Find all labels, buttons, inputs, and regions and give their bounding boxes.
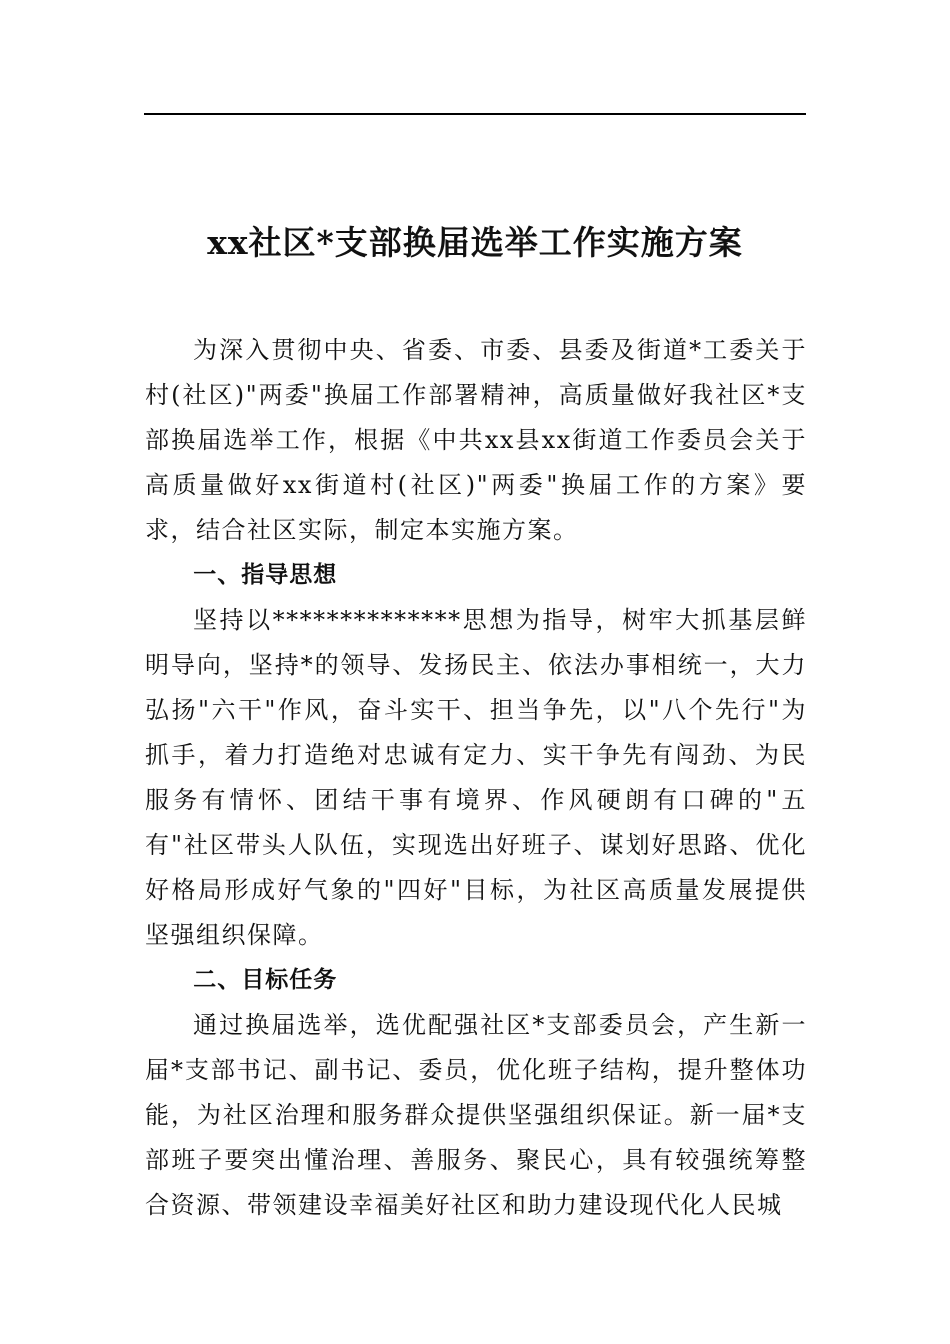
section-heading-guiding-ideology: 一、指导思想 (193, 562, 338, 588)
header-rule (144, 113, 806, 115)
section-heading-goals-tasks: 二、目标任务 (193, 967, 338, 993)
section-body-goals-tasks: 通过换届选举，选优配强社区*支部委员会，产生新一届*支部书记、副书记、委员，优化班子结构，提升整体功能，为社区治理和服务群众提供坚强组织保证。新一届*支部班子要突出懂治理、善服务、聚民心，具有较强统筹整合资源、带领建设幸福美好社区和助力建设现代化人民城 (145, 1011, 807, 1219)
section-body-guiding-ideology: 坚持以**************思想为指导，树牢大抓基层鲜明导向，坚持*的领导、发扬民主、依法办事相统一，大力弘扬"六干"作风，奋斗实干、担当争先，以"八个先行"为抓手，着力打造绝对忠诚有定力、实干争先有闯劲、为民服务有情怀、团结干事有境界、作风硬朗有口碑的"五有"社区带头人队伍，实现选出好班子、谋划好思路、优化好格局形成好气象的"四好"目标，为社区高质量发展提供坚强组织保障。 (145, 606, 807, 949)
document-body (145, 328, 807, 1228)
intro-paragraph: 为深入贯彻中央、省委、市委、县委及街道*工委关于村(社区)"两委"换届工作部署精神，高质量做好我社区*支部换届选举工作，根据《中共xx县xx街道工作委员会关于高质量做好xx街道村(社区)"两委"换届工作的方案》要求，结合社区实际，制定本实施方案。 (145, 336, 807, 544)
document-title: xx社区*支部换届选举工作实施方案 (207, 223, 743, 263)
